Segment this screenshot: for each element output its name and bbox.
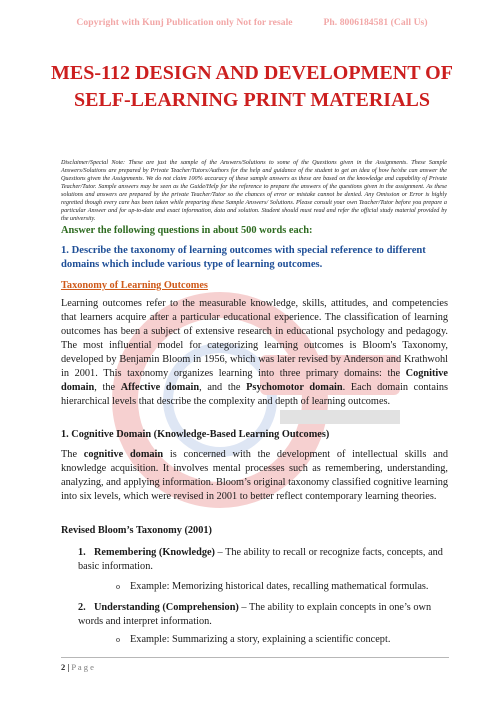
list-item-term: Remembering (Knowledge) [94,547,215,558]
copyright-banner [0,17,504,28]
phone-text: Ph. 8006184581 (Call Us) [323,17,428,28]
intro-paragraph [61,297,448,409]
para-text: , and the [199,382,247,393]
footer-separator: | [67,662,70,672]
hollow-bullet-icon: o [116,635,120,644]
cognitive-domain-heading: 1. Cognitive Domain (Knowledge-Based Learning Outcomes) [61,429,330,440]
question-text: 1. Describe the taxonomy of learning outcomes with special reference to different domains which include various type of learning outcomes. [61,245,426,270]
para-bold-text: Affective domain [120,382,200,393]
footer-divider [61,657,449,658]
example-text: Example: Memorizing historical dates, recalling mathematical formulas. [130,581,429,592]
answer-instruction-heading: Answer the following questions in about 500 words each: [61,225,313,236]
para-text: is concerned with the development of intellectual skills and knowledge acquisition. It involves mental processes such as remembering, understanding, analyzing, and applying information. Bloom’s original taxonomy classified cognitive learning into six levels, which were revised in 2001 to better reflect contemporary learning theories. [61,449,448,502]
para-text: Learning outcomes refer to the measurable knowledge, skills, attitudes, and competencies that learners acquire after a particular educational experience. The classification of learning outcomes has been a subject of extensive research in educational psychology and pedagogy. The most influential model for categorizing learning outcomes is Bloom's Taxonomy, developed by Benjamin Bloom in 1956, which was later revised by Anderson and Krathwohl in 2001. This taxonomy organizes learning into three primary domains: the [61,298,448,379]
revised-taxonomy-heading: Revised Bloom’s Taxonomy (2001) [61,525,212,536]
disclaimer-note: Disclaimer/Special Note: These are just the sample of the Answers/Solutions to some of the Questions given in the Assignments. These Sample Answers/Solutions are prepared by Private Teacher/Tutors/Authors for the help and guidance of the student to get an idea of how he/she can answer the Questions given the Assignments. We do not claim 100% accuracy of these sample answers as these are based on the knowledge and capability of Private Teacher/Tutor. Sample answers may be seen as the Guide/Help for the reference to prepare the answers of the questions given in the assignment. As these solutions and answers are prepared by the private Teacher/Tutor so the chances of error or mistake cannot be denied. Any Omission or Error is highly regretted though every care has been taken while preparing these Sample Answers/ Solutions. Please consult your own Teacher/Tutor before you prepare a particular Answer and for up-to-date and exact information, data and solution. Student should must read and refer the official study material provided by the university. [61,160,447,223]
copyright-text: Copyright with Kunj Publication only Not for resale [76,17,293,28]
para-bold-text: cognitive domain [83,449,164,460]
cognitive-paragraph [61,448,448,504]
para-bold-text: Psychomotor domain [246,382,343,393]
para-text: , the [94,382,121,393]
page-footer [61,662,94,672]
list-item [78,546,450,574]
page-number: 2 [61,662,66,672]
list-number: 1. [78,547,86,558]
list-subitem [116,580,456,594]
list-item-term: Understanding (Comprehension) [94,602,239,613]
para-text: The [61,449,84,460]
list-item [78,601,450,629]
list-item-text: – The ability to recall or recognize facts, concepts, and basic information. [78,547,443,572]
list-item-text: – The ability to explain concepts in one’s own words and interpret information. [78,602,432,627]
para-text: . Each domain contains hierarchical levels that describe the complexity and depth of learning outcomes. [61,382,448,407]
list-subitem [116,633,456,647]
para-bold-text: Cognitive domain [61,368,448,393]
example-text: Example: Summarizing a story, explaining a scientific concept. [130,634,391,645]
page-label: P a g e [71,662,94,672]
list-number: 2. [78,602,86,613]
hollow-bullet-icon: o [116,582,120,591]
section-heading-link[interactable]: Taxonomy of Learning Outcomes [61,280,208,291]
page-title: MES-112 DESIGN AND DEVELOPMENT OF SELF-LEARNING PRINT MATERIALS [51,62,453,111]
